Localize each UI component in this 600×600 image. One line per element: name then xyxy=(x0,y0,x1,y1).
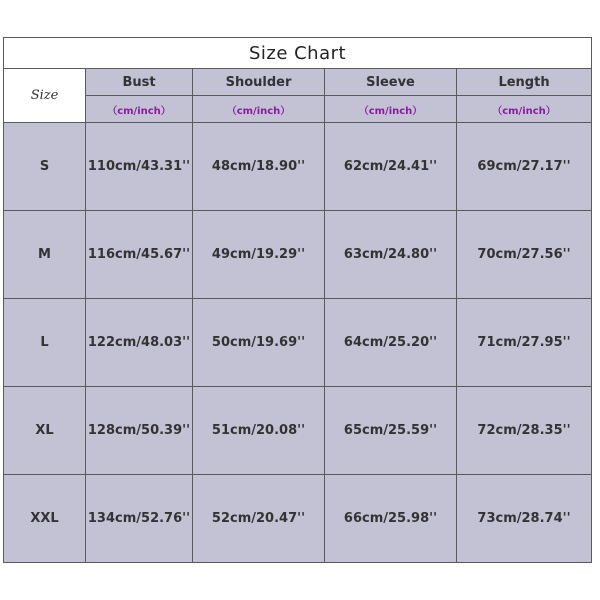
unit-label-sleeve: （cm/inch） xyxy=(325,96,457,123)
shoulder-cell: 51cm/20.08'' xyxy=(193,387,325,475)
length-cell: 73cm/28.74'' xyxy=(457,475,592,563)
size-cell: XXL xyxy=(4,475,86,563)
bust-cell: 128cm/50.39'' xyxy=(86,387,193,475)
table-row xyxy=(4,387,592,475)
unit-label-bust: （cm/inch） xyxy=(86,96,193,123)
shoulder-cell: 48cm/18.90'' xyxy=(193,123,325,211)
header-row xyxy=(4,69,592,96)
table-row xyxy=(4,299,592,387)
title-row xyxy=(4,38,592,69)
sleeve-cell: 62cm/24.41'' xyxy=(325,123,457,211)
unit-label-shoulder: （cm/inch） xyxy=(193,96,325,123)
sleeve-cell: 66cm/25.98'' xyxy=(325,475,457,563)
column-header-length: Length xyxy=(457,69,592,96)
bust-cell: 110cm/43.31'' xyxy=(86,123,193,211)
size-cell: M xyxy=(4,211,86,299)
bust-cell: 122cm/48.03'' xyxy=(86,299,193,387)
size-column-label: Size xyxy=(4,69,86,123)
column-header-bust: Bust xyxy=(86,69,193,96)
table-row xyxy=(4,211,592,299)
sleeve-cell: 65cm/25.59'' xyxy=(325,387,457,475)
chart-title: Size Chart xyxy=(4,38,592,69)
shoulder-cell: 52cm/20.47'' xyxy=(193,475,325,563)
size-cell: S xyxy=(4,123,86,211)
shoulder-cell: 49cm/19.29'' xyxy=(193,211,325,299)
shoulder-cell: 50cm/19.69'' xyxy=(193,299,325,387)
length-cell: 72cm/28.35'' xyxy=(457,387,592,475)
bust-cell: 116cm/45.67'' xyxy=(86,211,193,299)
length-cell: 69cm/27.17'' xyxy=(457,123,592,211)
size-cell: XL xyxy=(4,387,86,475)
sleeve-cell: 63cm/24.80'' xyxy=(325,211,457,299)
table-row xyxy=(4,475,592,563)
sleeve-cell: 64cm/25.20'' xyxy=(325,299,457,387)
column-header-sleeve: Sleeve xyxy=(325,69,457,96)
length-cell: 71cm/27.95'' xyxy=(457,299,592,387)
length-cell: 70cm/27.56'' xyxy=(457,211,592,299)
unit-label-length: （cm/inch） xyxy=(457,96,592,123)
column-header-shoulder: Shoulder xyxy=(193,69,325,96)
bust-cell: 134cm/52.76'' xyxy=(86,475,193,563)
unit-row xyxy=(4,96,592,123)
table-row xyxy=(4,123,592,211)
size-cell: L xyxy=(4,299,86,387)
size-chart-table xyxy=(3,37,592,563)
